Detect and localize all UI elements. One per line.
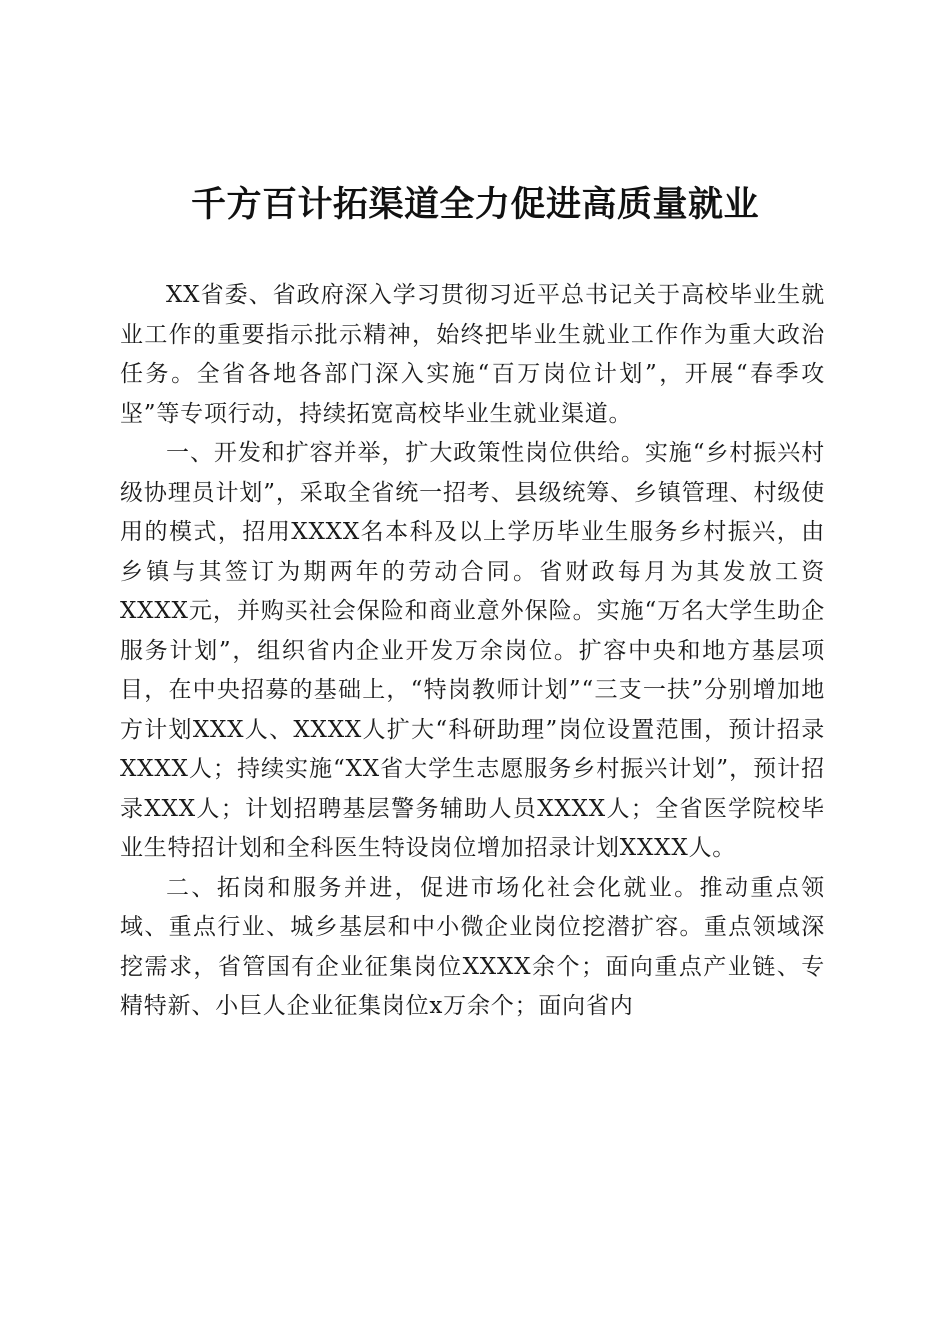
paragraph-section-one: 一、开发和扩容并举，扩大政策性岗位供给。实施“乡村振兴村级协理员计划”，采取全省统一招考、县级统筹、乡镇管理、村级使用的模式，招用XXXX名本科及以上学历毕业生服务乡村振兴，由乡镇与其签订为期两年的劳动合同。省财政每月为其发放工资XXXX元，并购买社会保险和商业意外保险。实施“万名大学生助企服务计划”，组织省内企业开发万余岗位。扩容中央和地方基层项目，在中央招募的基础上，“特岗教师计划”“三支一扶”分别增加地方计划XXX人、XXXX人扩大“科研助理”岗位设置范围，预计招录XXXX人；持续实施“XX省大学生志愿服务乡村振兴计划”，预计招录XXX人；计划招聘基层警务辅助人员XXXX人；全省医学院校毕业生特招计划和全科医生特设岗位增加招录计划XXXX人。 <box>120 440 825 861</box>
document-body <box>120 276 825 1027</box>
paragraph-section-two: 二、拓岗和服务并进，促进市场化社会化就业。推动重点领域、重点行业、城乡基层和中小微企业岗位挖潜扩容。重点领域深挖需求，省管国有企业征集岗位XXXX余个；面向重点产业链、专精特新、小巨人企业征集岗位x万余个；面向省内 <box>120 874 825 1019</box>
paragraph-intro: XX省委、省政府深入学习贯彻习近平总书记关于高校毕业生就业工作的重要指示批示精神，始终把毕业生就业工作作为重大政治任务。全省各地各部门深入实施“百万岗位计划”，开展“春季攻坚”等专项行动，持续拓宽高校毕业生就业渠道。 <box>120 282 825 427</box>
document-title: 千方百计拓渠道全力促进高质量就业 <box>190 184 759 225</box>
